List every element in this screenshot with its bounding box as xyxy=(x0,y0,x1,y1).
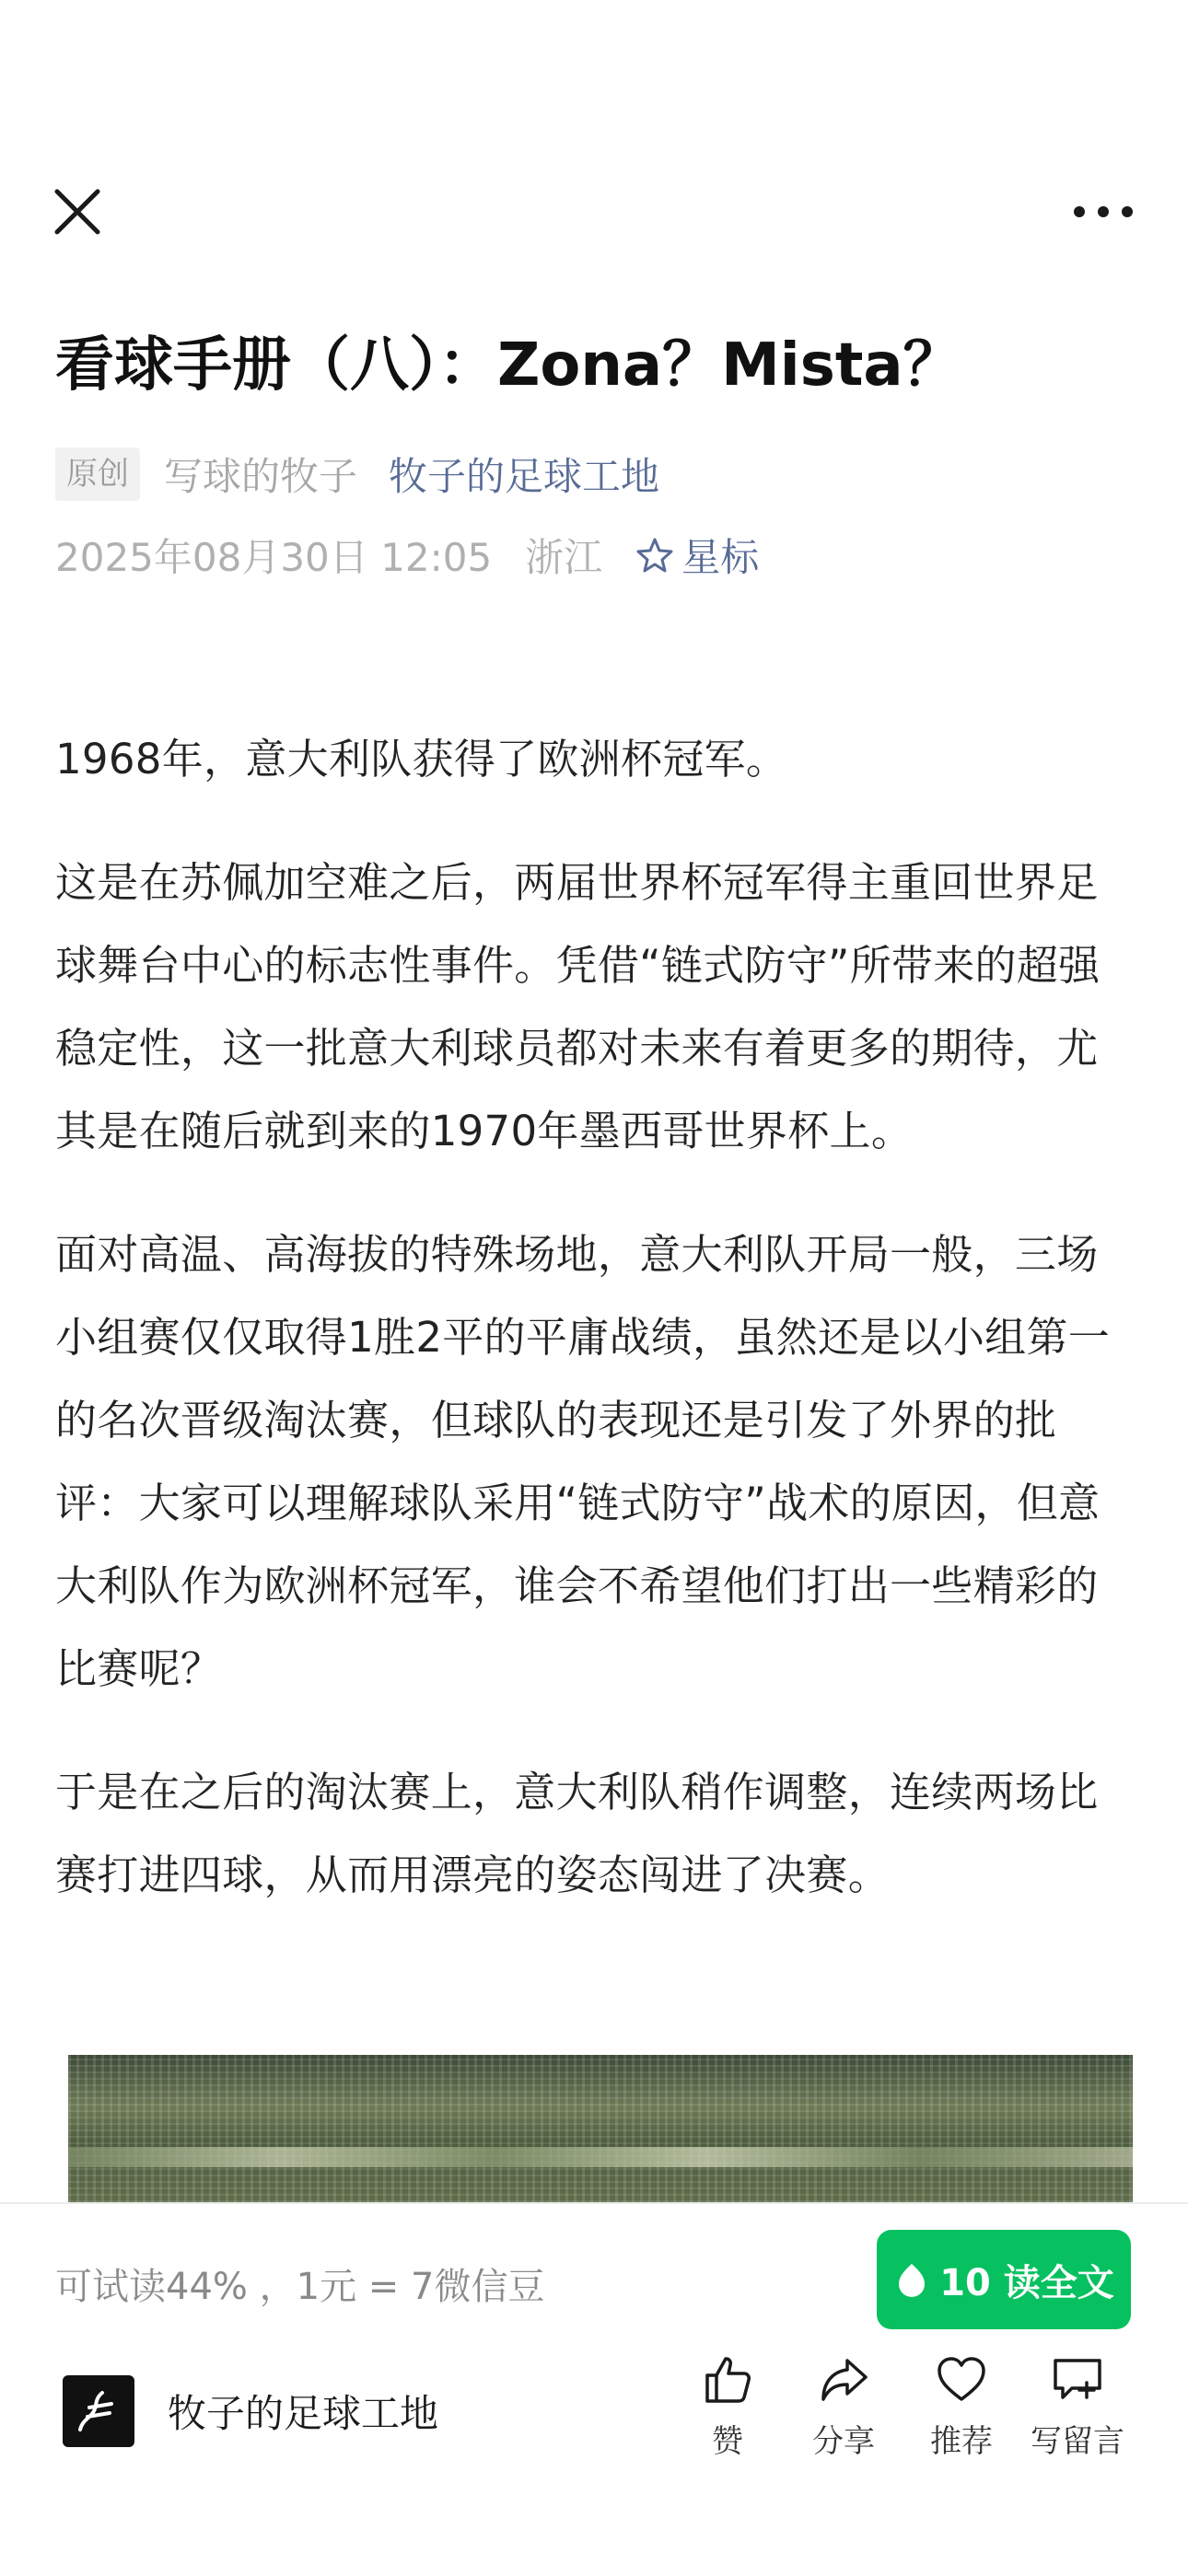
original-badge: 原创 xyxy=(55,447,140,501)
like-button[interactable] xyxy=(663,2351,792,2461)
star-button[interactable] xyxy=(635,528,759,583)
more-button[interactable] xyxy=(1066,182,1140,241)
close-button[interactable] xyxy=(48,182,107,241)
paragraph: 1968年，意大利队获得了欧洲杯冠军。 xyxy=(55,735,788,783)
article-image[interactable] xyxy=(68,2055,1133,2202)
heart-icon xyxy=(934,2351,989,2407)
action-bar xyxy=(0,2351,1188,2499)
account-link[interactable]: 牧子的足球工地 xyxy=(389,454,660,499)
share-label: 分享 xyxy=(812,2423,875,2460)
thumbs-up-icon xyxy=(700,2351,755,2407)
trial-info: 可试读44% ，1元 = 7微信豆 xyxy=(55,2266,545,2308)
author-name: 写球的牧子 xyxy=(164,454,358,499)
article-meta-secondary xyxy=(55,527,759,584)
share-icon xyxy=(816,2351,871,2407)
paragraph: 这是在苏佩加空难之后，两届世界杯冠军得主重回世界足球舞台中心的标志性事件。凭借“链式防守”所带来的超强稳定性，这一批意大利球员都对未来有着更多的期待，尤其是在随后就到来的1970年墨西哥世界杯上。 xyxy=(55,858,1101,1155)
recommend-label: 推荐 xyxy=(930,2423,993,2460)
footer-account-name: 牧子的足球工地 xyxy=(168,2391,439,2436)
comment-button[interactable] xyxy=(1013,2351,1142,2461)
star-icon xyxy=(635,536,674,574)
like-label: 赞 xyxy=(712,2423,743,2460)
comment-icon xyxy=(1050,2351,1105,2407)
article-body xyxy=(55,718,1135,1957)
read-full-button[interactable] xyxy=(877,2230,1131,2329)
read-full-label: 10 读全文 xyxy=(939,2261,1114,2304)
top-bar xyxy=(0,166,1188,249)
publish-datetime: 2025年08月30日 12:05 xyxy=(55,535,493,580)
publish-location: 浙江 xyxy=(525,535,603,580)
article-meta xyxy=(55,446,659,503)
bottom-panel xyxy=(0,2202,1188,2576)
comment-label: 写留言 xyxy=(1031,2423,1124,2460)
coin-icon xyxy=(893,2261,930,2298)
image-detail xyxy=(68,2147,1133,2167)
paragraph: 面对高温、高海拔的特殊场地，意大利队开局一般，三场小组赛仅仅取得1胜2平的平庸战绩，虽然还是以小组第一的名次晋级淘汰赛，但球队的表现还是引发了外界的批评：大家可以理解球队采用“链式防守”战术的原因，但意大利队作为欧洲杯冠军，谁会不希望他们打出一些精彩的比赛呢？ xyxy=(55,1230,1111,1693)
article-title: 看球手册（八）：Zona？Mista？ xyxy=(55,331,962,400)
paragraph: 于是在之后的淘汰赛上，意大利队稍作调整，连续两场比赛打进四球，从而用漂亮的姿态闯进了决赛。 xyxy=(55,1768,1099,1899)
more-icon xyxy=(1066,182,1140,241)
star-label: 星标 xyxy=(681,535,760,580)
share-button[interactable] xyxy=(779,2351,908,2461)
recommend-button[interactable] xyxy=(897,2351,1026,2461)
close-icon xyxy=(48,182,107,241)
